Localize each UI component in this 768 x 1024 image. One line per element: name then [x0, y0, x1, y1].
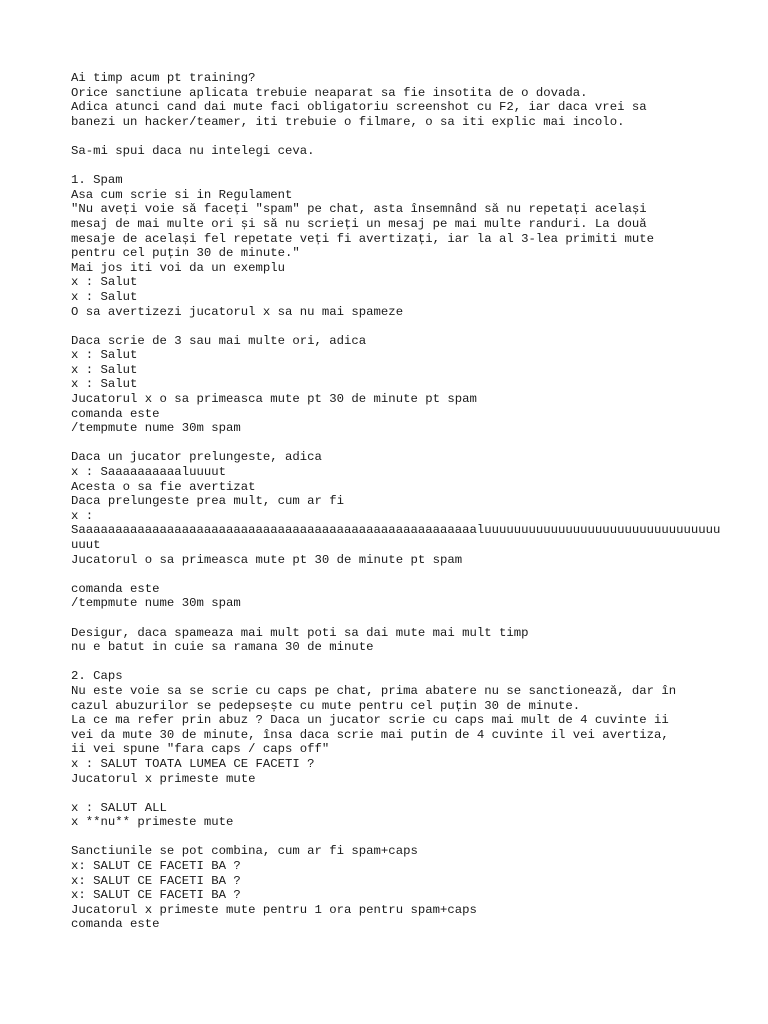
text-line: x: SALUT CE FACETI BA ?: [71, 859, 241, 874]
text-line: Jucatorul x o sa primeasca mute pt 30 de minute pt spam: [71, 392, 477, 407]
text-line: comanda este: [71, 406, 160, 421]
text-line: La ce ma refer prin abuz ? Daca un jucator scrie cu caps mai mult de 4 cuvinte ii: [71, 713, 669, 728]
text-line: x : SALUT TOATA LUMEA CE FACETI ?: [71, 756, 315, 771]
text-line: Nu este voie sa se scrie cu caps pe chat, prima abatere nu se sanctionează, dar în: [71, 683, 677, 698]
text-line: nu e batut in cuie sa ramana 30 de minute: [71, 640, 374, 655]
text-line: Mai jos iti voi da un exemplu: [71, 260, 286, 275]
text-line: /tempmute nume 30m spam: [71, 421, 241, 436]
paragraph: [71, 801, 701, 830]
text-line: mesaje de același fel repetate veți fi avertizați, iar la al 3-lea primiti mute: [71, 231, 654, 246]
text-line: pentru cel puțin 30 de minute.": [71, 246, 300, 261]
text-line: Daca scrie de 3 sau mai multe ori, adica: [71, 333, 367, 348]
text-line: uuut: [71, 538, 101, 552]
document-body: [71, 71, 721, 947]
text-line: Orice sanctiune aplicata trebuie neaparat sa fie insotita de o dovada.: [71, 85, 588, 100]
paragraph: [71, 582, 701, 611]
text-line: Jucatorul x primeste mute pentru 1 ora pentru spam+caps: [71, 902, 477, 917]
text-line: x :: [71, 508, 94, 523]
text-line: x : Salut: [71, 289, 138, 304]
text-line: comanda este: [71, 581, 160, 596]
text-line: mesaj de mai multe ori și să nu scrieți un mesaj pe mai multe randuri. La două: [71, 216, 647, 231]
text-line: /tempmute nume 30m spam: [71, 596, 241, 611]
text-line: x : Salut: [71, 377, 138, 392]
text-line: x : Salut: [71, 348, 138, 363]
text-line: comanda este: [71, 917, 160, 932]
text-line: x : Salut: [71, 362, 138, 377]
text-line: ii vei spune "fara caps / caps off": [71, 742, 330, 757]
text-line: Daca prelungeste prea mult, cum ar fi: [71, 494, 345, 509]
text-line: banezi un hacker/teamer, iti trebuie o filmare, o sa iti explic mai incolo.: [71, 114, 625, 129]
text-line: x : SALUT ALL: [71, 800, 167, 815]
text-line: x: SALUT CE FACETI BA ?: [71, 873, 241, 888]
text-line: O sa avertizezi jucatorul x sa nu mai spameze: [71, 304, 404, 319]
text-line: Sanctiunile se pot combina, cum ar fi spam+caps: [71, 844, 418, 859]
text-line: Acesta o sa fie avertizat: [71, 479, 256, 494]
text-line: Daca un jucator prelungeste, adica: [71, 450, 322, 465]
paragraph: [71, 71, 701, 129]
text-line: x **nu** primeste mute: [71, 815, 234, 830]
text-line: Asa cum scrie si in Regulament: [71, 187, 293, 202]
paragraph: [71, 669, 701, 786]
text-line: Desigur, daca spameaza mai mult poti sa dai mute mai mult timp: [71, 625, 529, 640]
text-line: Jucatorul x primeste mute: [71, 771, 256, 786]
text-line: Ai timp acum pt training?: [71, 71, 256, 85]
text-line: Saaaaaaaaaaaaaaaaaaaaaaaaaaaaaaaaaaaaaaaaaaaaaaaaaaaaaaluuuuuuuuuuuuuuuuuuuuuuuuuuuuuuuu: [71, 523, 721, 538]
paragraph: [71, 334, 701, 436]
text-line: 1. Spam: [71, 173, 123, 188]
text-line: Adica atunci cand dai mute faci obligatoriu screenshot cu F2, iar daca vrei sa: [71, 100, 647, 115]
paragraph: [71, 450, 721, 567]
text-line: Jucatorul o sa primeasca mute pt 30 de minute pt spam: [71, 552, 463, 567]
text-line: cazul abuzurilor se pedepsește cu mute pentru cel puțin 30 de minute.: [71, 698, 581, 713]
text-line: "Nu aveți voie să faceți "spam" pe chat, asta însemnând să nu repetați același: [71, 202, 647, 217]
paragraph: [71, 173, 701, 319]
text-line: x : Salut: [71, 275, 138, 290]
text-line: Sa-mi spui daca nu intelegi ceva.: [71, 143, 315, 158]
paragraph: [71, 844, 701, 932]
text-line: x : Saaaaaaaaaaluuuut: [71, 465, 226, 480]
text-line: x: SALUT CE FACETI BA ?: [71, 888, 241, 903]
paragraph: [71, 626, 701, 655]
text-line: 2. Caps: [71, 669, 123, 684]
text-line: vei da mute 30 de minute, însa daca scrie mai putin de 4 cuvinte il vei avertiza,: [71, 727, 669, 742]
paragraph: [71, 144, 701, 159]
